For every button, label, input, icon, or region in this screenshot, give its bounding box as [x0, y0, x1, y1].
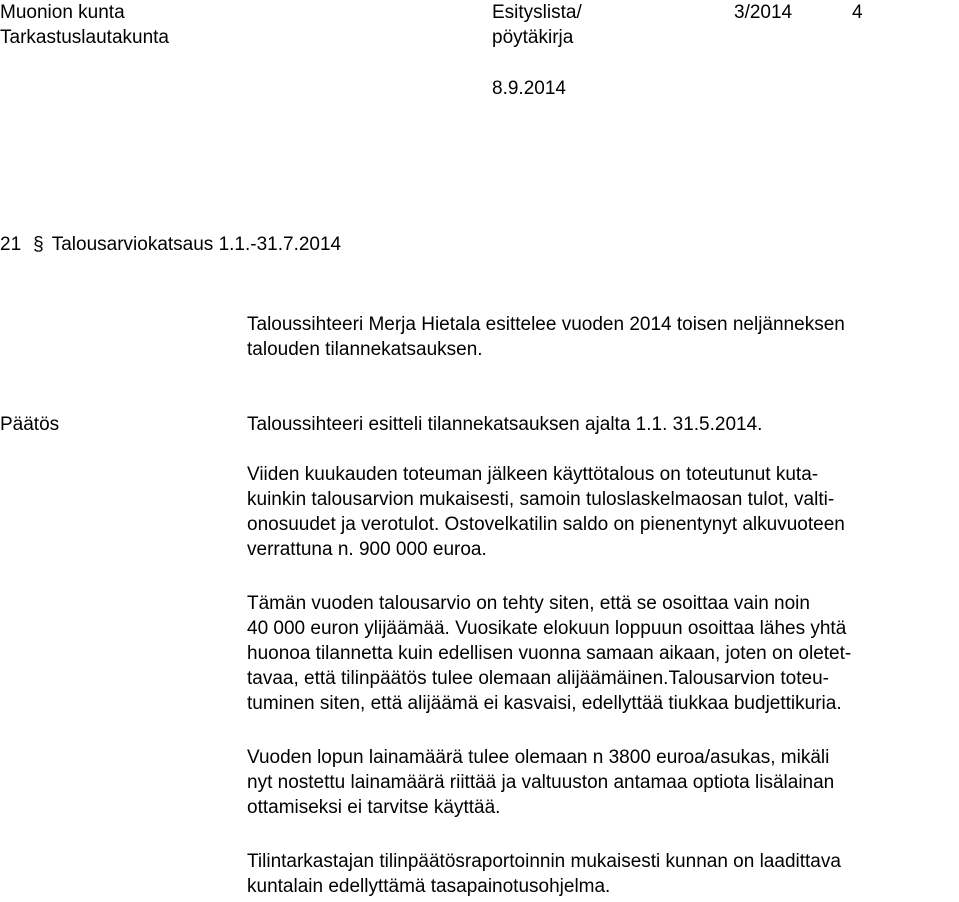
- decision-paragraph: [247, 591, 959, 716]
- decision-line: verrattuna n. 900 000 euroa.: [247, 539, 487, 560]
- decision-line: Vuoden lopun lainamäärä tulee olemaan n 3800 euroa/asukas, mikäli: [247, 747, 830, 768]
- decision-line: Taloussihteeri esitteli tilannekatsauksen ajalta 1.1. 31.5.2014.: [247, 414, 763, 435]
- decision-label: Päätös: [0, 414, 60, 435]
- header-doc-type-line1: Esityslista/: [492, 2, 582, 23]
- decision-line: Viiden kuukauden toteuman jälkeen käyttötalous on toteutunut kuta-: [247, 464, 819, 485]
- decision-line: nyt nostettu lainamäärä riittää ja valtuuston antamaa optiota lisälainan: [247, 772, 835, 793]
- decision-line: onosuudet ja verotulot. Ostovelkatilin saldo on pienentynyt alkuvuoteen: [247, 514, 845, 535]
- decision-first-line: [247, 412, 959, 437]
- decision-paragraph: [247, 849, 959, 899]
- header-org-line1: Muonion kunta: [0, 2, 125, 23]
- decision-line: ottamiseksi ei tarvitse käyttää.: [247, 797, 501, 818]
- intro-paragraph: [247, 312, 959, 362]
- decision-line: tuminen siten, että alijäämä ei kasvaisi, edellyttää tiukkaa budjettikuria.: [247, 693, 842, 714]
- header-doc-type-line2: pöytäkirja: [492, 27, 574, 48]
- decision-line: Tämän vuoden talousarvio on tehty siten, että se osoittaa vain noin: [247, 593, 810, 614]
- decision-line: kuinkin talousarvion mukaisesti, samoin tuloslaskelmaosan tulot, valti-: [247, 489, 835, 510]
- header-meeting-number: 3/2014: [734, 2, 793, 23]
- decision-paragraph: [247, 462, 959, 562]
- header-date: 8.9.2014: [492, 78, 566, 99]
- item-number: 21: [0, 234, 22, 255]
- decision-line: 40 000 euron ylijäämää. Vuosikate elokuun loppuun osoittaa lähes yhtä: [247, 618, 847, 639]
- decision-line: huonoa tilannetta kuin edellisen vuonna samaan aikaan, joten on oletet-: [247, 643, 852, 664]
- decision-paragraph: [247, 745, 959, 820]
- section-symbol: §: [33, 234, 44, 255]
- header-org-line2: Tarkastuslautakunta: [0, 27, 169, 48]
- intro-line: Taloussihteeri Merja Hietala esittelee vuoden 2014 toisen neljänneksen: [247, 314, 845, 335]
- item-title: Talousarviokatsaus 1.1.-31.7.2014: [51, 234, 342, 255]
- intro-line: talouden tilannekatsauksen.: [247, 339, 483, 360]
- decision-line: tavaa, että tilinpäätös tulee olemaan alijäämäinen.Talousarvion toteu-: [247, 668, 829, 689]
- header-page-number: 4: [852, 2, 863, 23]
- item-heading: [0, 232, 341, 257]
- decision-line: Tilintarkastajan tilinpäätösraportoinnin mukaisesti kunnan on laadittava: [247, 851, 841, 872]
- decision-line: kuntalain edellyttämä tasapainotusohjelma.: [247, 876, 611, 897]
